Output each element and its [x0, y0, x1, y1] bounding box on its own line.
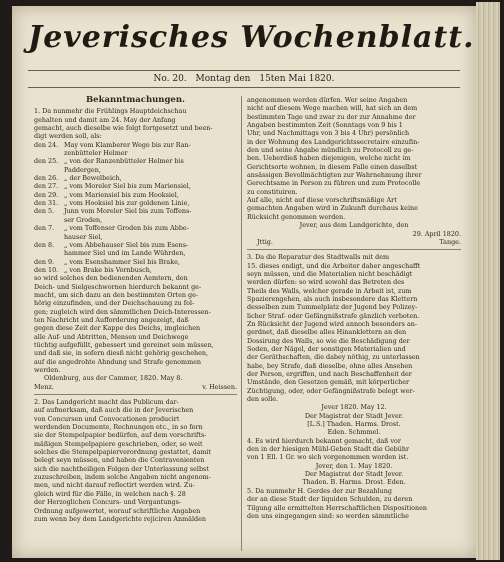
column-divider — [241, 96, 242, 551]
text-line: hörig einzufinden, und der Deichschauung zu fol- — [34, 299, 195, 308]
announcements-heading: Bekanntmachungen. — [86, 95, 185, 105]
schedule-day: den 31. — [34, 199, 59, 208]
text-line: gemacht, auch dieselbe wie folgt fortgesetzt und been- — [34, 124, 213, 133]
text-line: der Person, ergriffen, und nach Beschaffenheit der — [247, 370, 412, 378]
text-line: der an diese Stadt der liquiden Schulden, zu deren — [247, 495, 413, 504]
text-line: sich die nachtheiligen Folgen der Unterlassung selbst — [34, 464, 209, 473]
text-line: auf die angedrohte Ahndung und Strafe genommen — [34, 357, 202, 366]
second-notice-continuation — [247, 96, 461, 221]
schedule-row — [34, 191, 237, 199]
text-line: Spazierengehen, als auch insbesondere das Klettern — [247, 294, 418, 303]
schedule-row — [34, 233, 237, 241]
text-line: in der Wohnung des Landgerichtssecretaire einzufin- — [247, 137, 420, 146]
signer-ittig: Jttig. — [257, 237, 273, 246]
text-line: werdenden Documente, Rechnungen etc., in so fern — [34, 423, 203, 432]
text-line: ten Nachricht und Aufforderung angezeigt, daß — [34, 315, 189, 324]
schedule-text: zenbütteler Helmer — [64, 149, 128, 158]
book-page-edges — [476, 2, 500, 560]
schedule-text: „ vom Abbehauser Siel bis zum Esens- — [64, 240, 189, 249]
schedule-day: den 7. — [34, 224, 55, 233]
issue-date: 15ten Mai 1820. — [259, 74, 335, 84]
fourth-notice-magistrat: Der Magistrat der Stadt Jever. — [304, 470, 404, 479]
text-line: gen; zugleich wird den sämmtlichen Deich-Interessen- — [34, 307, 211, 316]
text-line: solches die Stempelpapierverordnung gestattet, damit — [34, 448, 212, 457]
fifth-notice — [247, 487, 461, 520]
text-line: Dossirung des Walls, so wie die Beschädigung der — [247, 336, 410, 345]
text-line: habe, bey Strafe, daß dieselbe, ohne alles Ansehen — [247, 361, 413, 370]
schedule-text: May vom Klamberer Wege bis zur Ran- — [64, 140, 191, 149]
text-line: gleich wird für die Fälle, in welchen nach §. 28 — [34, 489, 186, 498]
text-line: den solle. — [247, 395, 279, 404]
text-line: der Herzoglichen Concurs- und Vergantungs- — [34, 498, 182, 507]
schedule-day — [34, 249, 64, 257]
schedule-row — [34, 157, 237, 165]
schedule-row — [34, 182, 237, 190]
text-line: 5. Da nunmehr H. Gerdes der zur Bezahlung — [247, 486, 392, 495]
schedule-row — [34, 258, 237, 266]
text-line: licher Straf- oder Gefängnißstrafe gänzlich verboten. — [247, 311, 420, 320]
schedule-day: den 26. — [34, 174, 59, 183]
newspaper-page — [12, 6, 476, 558]
text-line: auf aufmerksam, daß auch die in der Jeverischen — [34, 406, 194, 415]
text-line: der Geräthschaften, die dabey nöthig, zu unterlassen — [247, 353, 420, 362]
text-line: den uns eingegangen sind: so werden sämmtliche — [247, 511, 409, 520]
text-line: angenommen werden dürfen. Wer seine Angaben — [247, 96, 408, 104]
text-line: nicht auf diesem Wege machen will, hat sich an dem — [247, 104, 418, 113]
schedule-text: „ vom Hooksiel bis zur goldenen Linie, — [64, 199, 190, 208]
text-line: 3. Da die Reparatur des Stadtwalls mit dem — [247, 253, 390, 262]
deichschau-schedule — [34, 141, 237, 275]
first-notice-intro — [34, 107, 237, 140]
schedule-text: ser Groden, — [64, 215, 103, 224]
text-line: zu constituiren. — [247, 187, 298, 196]
jever-court-line: Jever, aus dem Landgerichte, den — [299, 221, 409, 230]
text-line: so wird solches den bedienenden Aemtern, den — [34, 274, 188, 283]
signer-heissen: v. Heissen. — [202, 382, 237, 391]
text-line: Soden, der Nägel, der sonstigen Materialien und — [247, 344, 406, 353]
text-line: desselben zum Tummelplatz der Jugend bey Polizey- — [247, 303, 418, 312]
issue-day: Montag den — [195, 74, 251, 84]
text-line: Uhr, und Nachmittags von 3 bis 4 Uhr) persönlich — [247, 129, 410, 138]
text-line: den und seine Angabe mündlich zu Protocoll zu ge- — [247, 146, 414, 155]
schedule-row — [34, 224, 237, 232]
first-notice-signatures — [34, 383, 237, 391]
text-line: ben. Ueberdieß haben diejenigen, welche nicht im — [247, 154, 411, 163]
text-line: men, und nicht darauf reflectirt werden wird. Zu- — [34, 481, 195, 490]
text-line: seyn müssen, und die Materialien nicht beschädigt — [247, 269, 413, 278]
third-notice-magistrat: Der Magistrat der Stadt Jever. — [304, 411, 404, 420]
signer-menz: Menz. — [34, 382, 54, 391]
schedule-day — [34, 166, 64, 174]
text-line: bestimmten Tage und zwar zu der zur Annahme der — [247, 112, 416, 121]
text-line: Ordnung aufgewertet, worauf schriftliche Angaben — [34, 506, 201, 515]
schedule-day — [34, 149, 64, 157]
text-line: Gerichtsorte wohnen, in diesem Falle einen daselbst — [247, 162, 418, 171]
schedule-day: den 5. — [34, 207, 55, 216]
text-line: Rücksicht genommen werden. — [247, 212, 346, 221]
schedule-row — [34, 216, 237, 224]
schedule-text: Paddergen, — [64, 165, 101, 174]
text-line: 1. Da nunmehr die Frühlings Hauptdeichschau — [34, 107, 187, 116]
schedule-row — [34, 241, 237, 249]
schedule-text: „ vom Moreler Siel bis zum Mariensiel, — [64, 182, 191, 191]
first-notice-body — [34, 274, 237, 374]
text-line: von Concursen und Convocationen producirt — [34, 414, 180, 423]
text-line: werden dürfen: so wird sowohl das Betreten des — [247, 278, 405, 287]
schedule-row — [34, 199, 237, 207]
text-line: ansässigen Bevollmächtigten zur Wahrnehmung ihrer — [247, 171, 422, 180]
fourth-notice-signatures: Thaden. B. Harms. Drost. Eden. — [302, 478, 406, 487]
text-line: und daß sie, in sofern diesß nicht gehörig geschehen, — [34, 349, 209, 358]
text-line: Deich- und Sielgeschwornen hierdurch bekannt ge- — [34, 282, 202, 291]
text-line: Auf alle, nicht auf diese vorschriftsmäßige Art — [247, 196, 397, 205]
text-line: werden. — [34, 366, 61, 374]
text-line: macht, um sich dazu an den bestimmten Orten ge- — [34, 290, 199, 299]
schedule-day: den 8. — [34, 240, 55, 249]
text-line: Gerechtsame in Person zu führen und zum Protocolle — [247, 179, 421, 188]
third-notice-signatures-1: [L.S.] Thaden. Harms. Drost. — [307, 420, 401, 429]
schedule-row — [34, 174, 237, 182]
schedule-row — [34, 266, 237, 274]
text-line: gehalten und damit am 24. May der Anfang — [34, 115, 176, 124]
text-line: tüchtig aufgefüllt, gebessert und gereinet sein müssen, — [34, 340, 214, 349]
text-line: Angaben bestimmten Zeit (Sonntags von 9 bis 1 — [247, 121, 403, 130]
schedule-day: den 27. — [34, 182, 59, 191]
schedule-text: „ vom Toffenser Groden bis zum Abbe- — [64, 224, 189, 233]
text-line: von 1 Ell. 1 Gr. wo sich vorgenommen worden ist. — [247, 453, 409, 462]
text-line: gemachten Angaben wird in Zukunft durchaus keine — [247, 204, 418, 213]
schedule-day: den 10. — [34, 265, 59, 274]
jever-court-date: 29. April 1820. — [412, 229, 461, 238]
schedule-row — [34, 207, 237, 215]
schedule-day — [34, 216, 64, 224]
text-line: zuzuschreiben, indem solche Angaben nicht angenom- — [34, 473, 211, 482]
text-line: Züchtigung, oder, oder Gefängnißstrafe belegt wer- — [247, 386, 415, 395]
text-line: Zn Rücksicht der Jugend wird annoch besonders an- — [247, 319, 418, 328]
third-notice-signatures-2: Eden. Schmmel. — [327, 428, 381, 437]
schedule-row — [34, 249, 237, 257]
text-line: zum wenn bey dem Landgerichte rejiciren Anmälden — [34, 514, 206, 523]
text-line: digt werden soll, als: — [34, 132, 102, 141]
text-line: Theils des Walls, welcher gerade in Arbeit ist, zum — [247, 286, 412, 295]
text-line: 2. Das Landgericht macht das Publicum dar- — [34, 398, 179, 407]
schedule-row — [34, 141, 237, 149]
schedule-text: „ der Bewelbeich, — [64, 174, 122, 183]
notice-separator — [247, 249, 461, 250]
left-column — [34, 96, 237, 523]
schedule-text: „ vom Mariensiel bis zum Hooksiel, — [64, 190, 179, 199]
fourth-notice — [247, 437, 461, 462]
text-line: Umstände, den Gesetzen gemäß, mit körperlicher — [247, 378, 410, 387]
issue-line — [28, 70, 460, 88]
schedule-day: den 9. — [34, 257, 55, 266]
signer-tange: Tange. — [439, 237, 461, 246]
schedule-day: den 24. — [34, 140, 59, 149]
schedule-text: „ vom Esenshammer Siel bis Brake, — [64, 257, 180, 266]
text-line: den in der hiesigen Mühl-Geben Stadt die Gebühr — [247, 445, 410, 454]
text-line: 15. dieses endigt, und die Arbeiter daher angeschafft — [247, 261, 421, 270]
text-line: Tilgung alle ermittelten Herrschaftlichen Dispositionen — [247, 503, 427, 512]
fourth-notice-date: Jever, den 1. May 1820. — [315, 461, 393, 470]
schedule-day — [34, 233, 64, 241]
text-line: gegen diese Zeit der Kappe des Deichs, imgleichen — [34, 324, 201, 333]
schedule-day: den 25. — [34, 157, 59, 166]
masthead-title: Jeverisches Wochenblatt. — [28, 20, 475, 55]
schedule-text: „ von der Ranzenbütteler Helmer bis — [64, 157, 184, 166]
first-notice-place-date: Oldenburg, aus der Cammer, 1820. May 8. — [44, 374, 183, 383]
text-line: 4. Es wird hierdurch bekannt gemacht, daß vor — [247, 436, 401, 445]
text-line: alle Auf- und Abtritten, Mensen und Deichwege — [34, 332, 189, 341]
notice-separator — [34, 394, 237, 395]
third-notice — [247, 253, 461, 403]
text-line: sie der Stempelpapier bedürfen, auf dem vorschrifts- — [34, 431, 207, 440]
text-line: belegt seyn müssen, und haben die Contravenienten — [34, 456, 205, 465]
schedule-text: „ von Brake bis Vornbusch, — [64, 265, 152, 274]
issue-number: No. 20. — [153, 74, 187, 84]
schedule-day: den 29. — [34, 190, 59, 199]
schedule-text: hammer Siel und im Lande Wührden, — [64, 249, 186, 258]
schedule-text: Junn vom Moreler Siel bis zum Toffens- — [64, 207, 192, 216]
court-signatures — [247, 238, 461, 246]
schedule-row — [34, 149, 237, 157]
schedule-row — [34, 166, 237, 174]
text-line: gerdnet, daß dieselbe alles Hinanklettern an den — [247, 328, 407, 337]
schedule-text: hauser Siel, — [64, 232, 103, 241]
second-notice — [34, 398, 237, 523]
right-column — [247, 96, 461, 520]
third-notice-date: Jever 1820. May 12. — [321, 403, 387, 412]
text-line: mäßigen Stempelpapiere geschrieben, oder, so weit — [34, 439, 203, 448]
